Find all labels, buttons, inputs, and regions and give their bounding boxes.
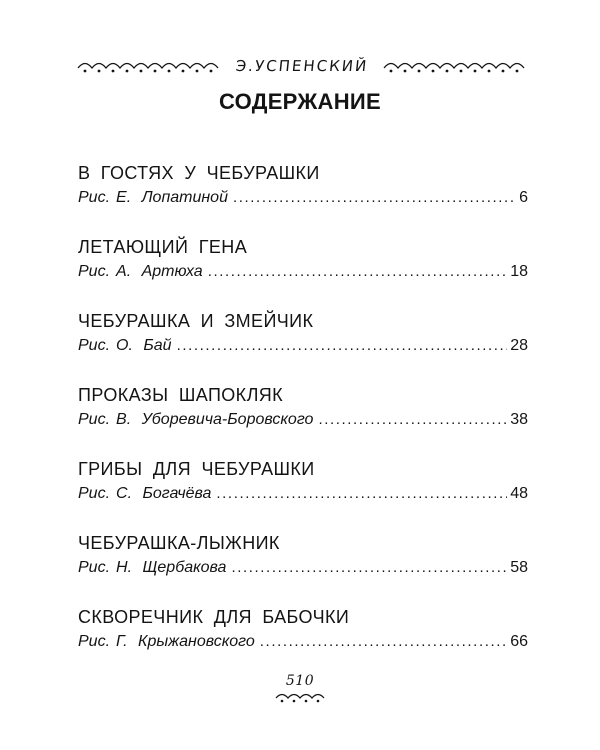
dot-leader	[233, 186, 516, 210]
illustrator-line	[78, 260, 528, 284]
toc-entry	[78, 234, 528, 308]
story-title: ЧЕБУРАШКА-ЛЫЖНИК	[78, 533, 280, 553]
illustrator-name: В. Уборевича-Боровского	[116, 411, 314, 428]
toc-entry	[78, 382, 528, 456]
ornament-right-icon	[382, 56, 528, 80]
table-of-contents	[78, 160, 528, 678]
dot-leader	[216, 482, 507, 506]
ris-label: Рис.	[78, 559, 111, 576]
illustrator-name: С. Богачёва	[116, 485, 212, 502]
page-number: 48	[510, 485, 528, 502]
illustrator-credit	[78, 186, 228, 210]
page-title: СОДЕРЖАНИЕ	[218, 89, 382, 114]
story-title: ЧЕБУРАШКА И ЗМЕЙЧИК	[78, 311, 314, 331]
ris-label: Рис.	[78, 633, 111, 650]
dot-leader	[318, 408, 507, 432]
story-title: В ГОСТЯХ У ЧЕБУРАШКИ	[78, 163, 320, 183]
folio-number: 510	[285, 673, 315, 689]
ris-label: Рис.	[78, 263, 111, 280]
dot-leader	[177, 334, 508, 358]
story-title: ГРИБЫ ДЛЯ ЧЕБУРАШКИ	[78, 459, 315, 479]
story-title: ПРОКАЗЫ ШАПОКЛЯК	[78, 385, 284, 405]
illustrator-name: О. Бай	[116, 337, 172, 354]
illustrator-name: Е. Лопатиной	[116, 189, 228, 206]
illustrator-name: Г. Крыжановского	[116, 633, 255, 650]
toc-entry	[78, 530, 528, 604]
illustrator-line	[78, 482, 528, 506]
illustrator-credit	[78, 334, 172, 358]
ris-label: Рис.	[78, 411, 111, 428]
dot-leader	[231, 556, 507, 580]
illustrator-line	[78, 408, 528, 432]
illustrator-credit	[78, 630, 255, 654]
toc-entry	[78, 456, 528, 530]
page-number: 58	[510, 559, 528, 576]
illustrator-line	[78, 334, 528, 358]
page-number: 18	[510, 263, 528, 280]
ris-label: Рис.	[78, 189, 111, 206]
illustrator-name: Н. Щербакова	[116, 559, 227, 576]
illustrator-line	[78, 630, 528, 654]
illustrator-name: А. Артюха	[116, 263, 203, 280]
illustrator-credit	[78, 482, 211, 506]
illustrator-credit	[78, 260, 203, 284]
illustrator-credit	[78, 408, 313, 432]
ornament-left-icon	[76, 56, 222, 80]
ris-label: Рис.	[78, 485, 111, 502]
story-title: ЛЕТАЮЩИЙ ГЕНА	[78, 237, 248, 257]
page-footer	[265, 673, 335, 709]
dot-leader	[260, 630, 507, 654]
running-header	[76, 56, 528, 80]
footer-ornament-icon	[272, 690, 328, 706]
page-number: 66	[510, 633, 528, 650]
toc-entry	[78, 604, 528, 678]
dot-leader	[208, 260, 508, 284]
illustrator-line	[78, 186, 528, 210]
toc-entry	[78, 308, 528, 382]
page-number: 38	[510, 411, 528, 428]
illustrator-line	[78, 556, 528, 580]
ris-label: Рис.	[78, 337, 111, 354]
illustrator-credit	[78, 556, 226, 580]
story-title: СКВОРЕЧНИК ДЛЯ БАБОЧКИ	[78, 607, 350, 627]
page-number: 28	[510, 337, 528, 354]
author-name: Э.УСПЕНСКИЙ	[234, 57, 370, 75]
page-number: 6	[519, 189, 528, 206]
toc-entry	[78, 160, 528, 234]
